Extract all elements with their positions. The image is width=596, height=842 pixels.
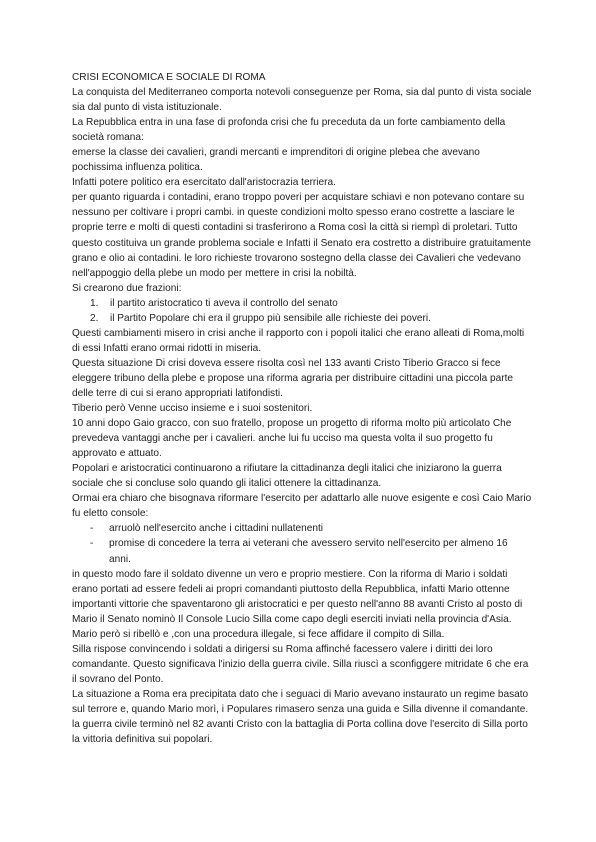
paragraph: per quanto riguarda i contadini, erano troppo poveri per acquistare schiavi e non potevano contare su nessuno per coltivare i propri cambi. in queste condizioni molto spesso erano costrette a lasciare le proprie terre e molti di questi contadini si trasferirono a Roma così la città si riempì di proletari. Tutto questo costituiva un grande problema sociale e Infatti il Senato era costretto a distribuire gratuitamente grano e olio ai contadini. le loro richieste trovarono sostegno della classe dei Cavalieri che vedevano nell'appoggio della plebe un modo per mettere in crisi la nobiltà. <box>72 192 531 279</box>
list-item <box>72 296 532 311</box>
paragraph: Silla rispose convincendo i soldati a dirigersi su Roma affinché facessero valere i diritti dei loro comandante. Questo significava l'inizio della guerra civile. Silla riuscì a sconfiggere mitridate 6 che era il sovrano del Ponto. <box>72 643 529 685</box>
document-title: CRISI ECONOMICA E SOCIALE DI ROMA <box>72 72 266 83</box>
paragraph: La Repubblica entra in una fase di profonda crisi che fu preceduta da un forte cambiamento della società romana: <box>72 117 506 144</box>
paragraph: Mario però si ribellò e ,con una procedura illegale, si fece affidare il compito di Silla. <box>72 628 445 640</box>
list-item-text: promise di concedere la terra ai veterani che avessero servito nell'esercito per almeno 16 anni. <box>109 538 508 565</box>
list-number: 1. <box>90 297 99 309</box>
list-dash: - <box>90 538 94 550</box>
list-item-text: il partito aristocratico ti aveva il controllo del senato <box>110 297 338 309</box>
factions-list <box>72 296 532 326</box>
paragraph: Questi cambiamenti misero in crisi anche il rapporto con i popoli italici che erano alleati di Roma,molti di essi Infatti erano ormai ridotti in miseria. <box>72 327 525 354</box>
paragraph: Si crearono due frazioni: <box>72 282 182 294</box>
paragraph: emerse la classe dei cavalieri, grandi mercanti e imprenditori di origine plebea che avevano pochissima influenza politica. <box>72 147 480 174</box>
paragraph: Questa situazione Di crisi doveva essere risolta così nel 133 avanti Cristo Tiberio Gracco si fece eleggere tribuno della plebe e propose una riforma agraria per distribuire cittadini una piccola parte delle terre di cui si erano appropriati latifondisti. <box>72 357 514 399</box>
list-item <box>72 536 532 566</box>
list-number: 2. <box>90 312 99 324</box>
paragraph: Popolari e aristocratici continuarono a rifiutare la cittadinanza degli italici che iniziarono la guerra sociale che si concluse solo quando gli italici ottenere la cittadinanza. <box>72 463 502 490</box>
paragraph: Infatti potere politico era esercitato dall'aristocrazia terriera. <box>72 177 336 189</box>
paragraph: 10 anni dopo Gaio gracco, con suo fratello, propose un progetto di riforma molto più articolato Che prevedeva vantaggi anche per i cavalieri. anche lui fu ucciso ma questa volta il suo progetto fu approvato e attuato. <box>72 418 512 460</box>
list-item <box>72 311 532 326</box>
paragraph: Ormai era chiaro che bisognava riformare l'esercito per adattarlo alle nuove esigente e così Caio Mario fu eletto console: <box>72 493 532 520</box>
list-item-text: il Partito Popolare chi era il gruppo più sensibile alle richieste dei poveri. <box>110 312 431 324</box>
list-item-text: arruolò nell'esercito anche i cittadini nullatenenti <box>109 523 324 535</box>
paragraph: in questo modo fare il soldato divenne un vero e proprio mestiere. Con la riforma di Mario i soldati erano portati ad essere fedeli ai propri comandanti piuttosto della Repubblica, infatti Mario ottenne importanti vittorie che spaventarono gli aristocratici e per questo nell'anno 88 avanti Cristo al posto di Mario il Senato nominò Il Console Lucio Silla come capo degli eserciti inviati nella provincia d'Asia. <box>72 568 523 625</box>
reforms-list <box>72 521 532 566</box>
list-item <box>72 521 532 536</box>
paragraph: la guerra civile terminò nel 82 avanti Cristo con la battaglia di Porta collina dove l'esercito di Silla porto la vittoria definitiva sui popolari. <box>72 719 528 746</box>
list-dash: - <box>90 523 94 535</box>
paragraph: Tiberio però Venne ucciso insieme e i suoi sostenitori. <box>72 403 313 415</box>
paragraph: La conquista del Mediterraneo comporta notevoli conseguenze per Roma, sia dal punto di vista sociale sia dal punto di vista istituzionale. <box>72 87 532 114</box>
document-body <box>72 70 532 747</box>
paragraph: La situazione a Roma era precipitata dato che i seguaci di Mario avevano instaurato un regime basato sul terrore e, quando Mario morì, i Populares rimasero senza una guida e Silla divenne il comandante. <box>72 688 529 715</box>
